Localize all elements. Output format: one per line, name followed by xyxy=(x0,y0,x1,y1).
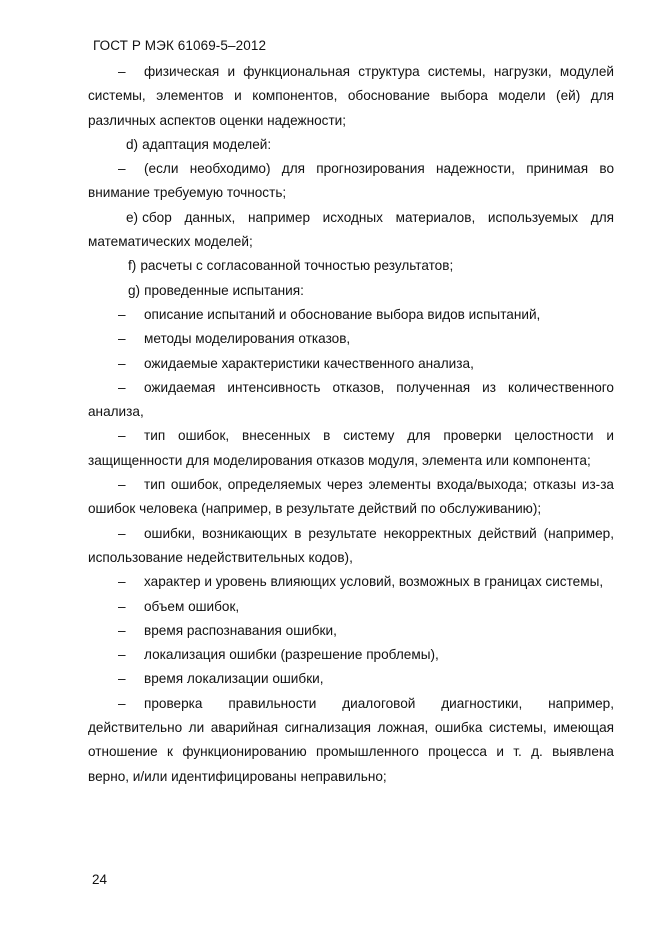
letter-marker: g) xyxy=(128,282,141,298)
dash-marker: – xyxy=(118,64,126,79)
list-item xyxy=(88,279,614,303)
list-item xyxy=(88,595,614,619)
list-item xyxy=(88,206,614,255)
list-item-text: объем ошибок, xyxy=(144,598,240,614)
dash-marker: – xyxy=(118,647,126,663)
dash-marker: – xyxy=(118,525,126,541)
list-item xyxy=(88,570,614,594)
list-item xyxy=(88,157,614,206)
list-item-text: время распознавания ошибки, xyxy=(144,622,337,638)
list-item xyxy=(88,667,614,691)
list-item-text: сбор данных, например исходных материалов, используемых для математических моделей; xyxy=(88,209,614,250)
list-item-text: физическая и функциональная структура системы, нагрузки, модулей системы, элементов и компонентов, обоснование выбора модели (ей) для различных аспектов оценки надежности; xyxy=(88,64,614,128)
dash-marker: – xyxy=(118,355,126,371)
list-item xyxy=(88,303,614,327)
list-item-text: ожидаемые характеристики качественного анализа, xyxy=(144,355,474,371)
list-item-text: адаптация моделей: xyxy=(142,136,272,152)
list-item-text: ошибки, возникающих в результате некорректных действий (например, использование недействительных кодов), xyxy=(88,525,614,565)
list-item-text: расчеты с согласованной точностью результатов; xyxy=(140,258,454,274)
dash-marker: – xyxy=(118,306,126,322)
list-item xyxy=(88,619,614,643)
list-item xyxy=(88,60,614,133)
list-item-text: ожидаемая интенсивность отказов, полученная из количественного анализа, xyxy=(88,379,614,420)
list-item xyxy=(88,473,614,522)
list-item-text: локализация ошибки (разрешение проблемы), xyxy=(144,647,439,663)
list-item xyxy=(88,692,614,789)
document-body xyxy=(88,60,614,789)
dash-marker: – xyxy=(118,598,126,614)
dash-marker: – xyxy=(118,161,126,177)
list-item xyxy=(88,376,614,425)
list-item xyxy=(88,254,614,278)
list-item-text: тип ошибок, внесенных в систему для проверки целостности и защищенности для моделирования отказов модуля, элемента или компонента; xyxy=(88,428,614,468)
list-item xyxy=(88,133,614,157)
list-item-text: тип ошибок, определяемых через элементы входа/выхода; отказы из-за ошибок человека (например, в результате действий по обслуживанию); xyxy=(88,477,614,517)
list-item-text: (если необходимо) для прогнозирования надежности, принимая во внимание требуемую точность; xyxy=(88,161,614,201)
list-item-text: проведенные испытания: xyxy=(144,282,304,298)
standard-header: ГОСТ Р МЭК 61069-5–2012 xyxy=(93,38,267,53)
list-item-text: время локализации ошибки, xyxy=(144,671,324,687)
list-item-text: характер и уровень влияющих условий, возможных в границах системы, xyxy=(144,574,604,590)
list-item xyxy=(88,352,614,376)
list-item xyxy=(88,522,614,571)
list-item-text: методы моделирования отказов, xyxy=(144,331,351,347)
dash-marker: – xyxy=(118,574,126,590)
list-item-text: проверка правильности диалоговой диагностики, например, действительно ли аварийная сигнализация ложная, ошибка системы, имеющая отношение к функционированию промышленного процесса и т. д. выявлена верно, и/или идентифицированы неправильно; xyxy=(88,695,614,784)
page-number: 24 xyxy=(92,872,108,887)
list-item xyxy=(88,327,614,351)
letter-marker: f) xyxy=(128,258,137,274)
dash-marker: – xyxy=(118,671,126,687)
list-item xyxy=(88,424,614,473)
dash-marker: – xyxy=(118,379,126,395)
list-item xyxy=(88,643,614,667)
list-item-text: описание испытаний и обоснование выбора видов испытаний, xyxy=(144,306,541,322)
letter-marker: e) xyxy=(126,209,139,225)
dash-marker: – xyxy=(118,695,126,711)
dash-marker: – xyxy=(118,622,126,638)
letter-marker: d) xyxy=(126,136,139,152)
dash-marker: – xyxy=(118,331,126,347)
dash-marker: – xyxy=(118,477,126,493)
dash-marker: – xyxy=(118,428,126,444)
